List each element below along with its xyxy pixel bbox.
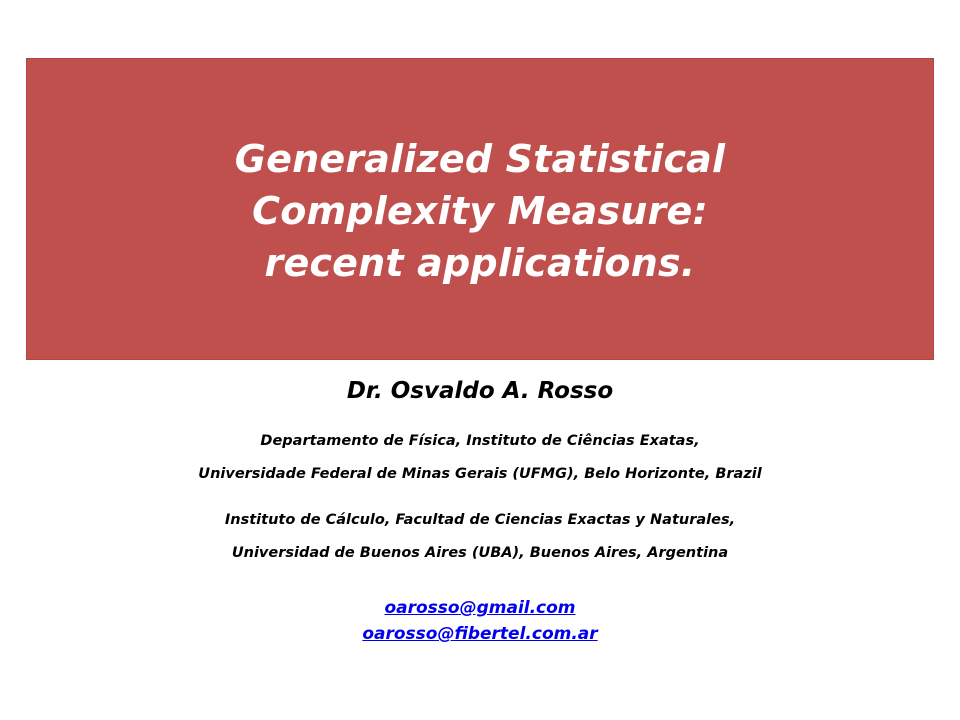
affiliation-2-line-2: Universidad de Buenos Aires (UBA), Buenos Aires, Argentina — [231, 545, 729, 561]
title-line-3: recent applications. — [264, 241, 696, 285]
author-name: Dr. Osvaldo A. Rosso — [346, 378, 614, 404]
title-box — [26, 58, 934, 360]
affiliation-2-line-1: Instituto de Cálculo, Facultad de Ciencias Exactas y Naturales, — [224, 512, 736, 528]
title-line-2: Complexity Measure: — [252, 189, 708, 233]
email-link-gmail[interactable]: oarosso@gmail.com — [384, 598, 576, 618]
affiliation-1-line-1: Departamento de Física, Instituto de Ciências Exatas, — [260, 433, 700, 449]
email-1 — [0, 598, 960, 618]
email-2 — [0, 624, 960, 644]
affiliation-1-line-2: Universidade Federal de Minas Gerais (UFMG), Belo Horizonte, Brazil — [198, 466, 762, 482]
email-link-fibertel[interactable]: oarosso@fibertel.com.ar — [362, 624, 598, 644]
title-line-1: Generalized Statistical — [234, 137, 726, 181]
slide-title — [235, 133, 726, 289]
